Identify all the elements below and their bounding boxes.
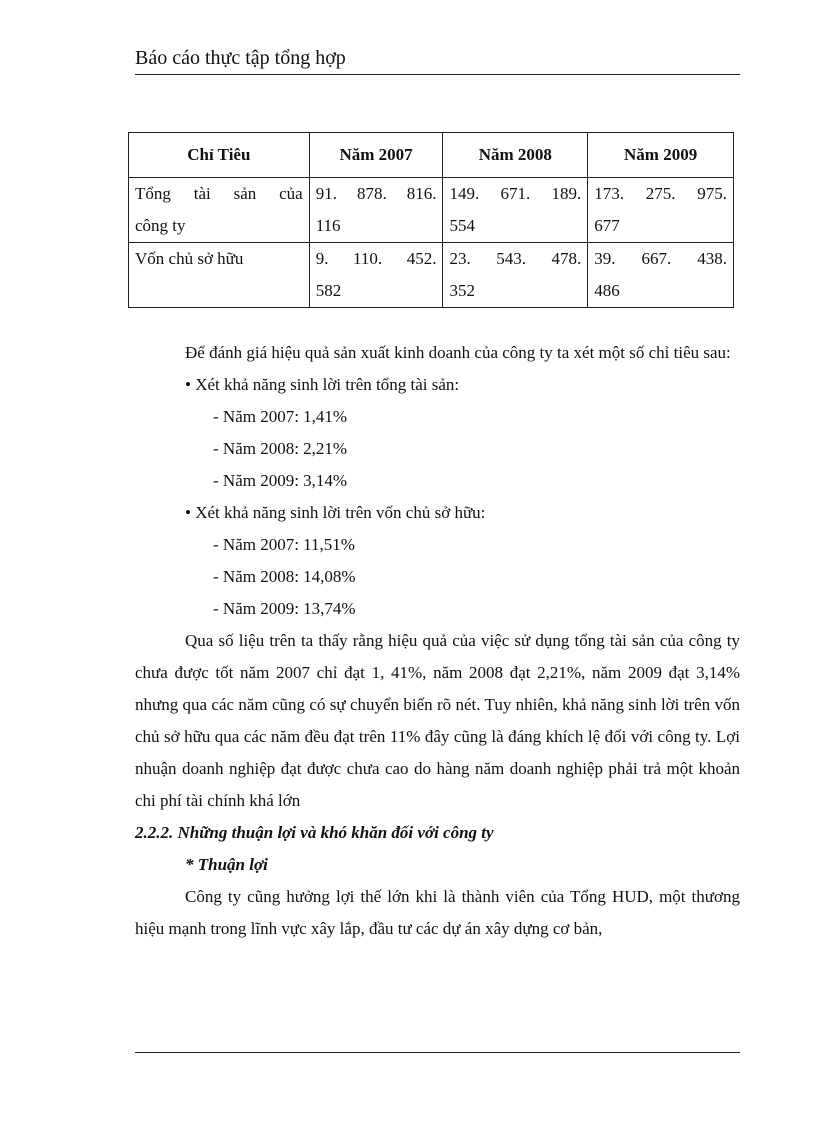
value-cell xyxy=(443,243,588,308)
list-item: - Năm 2007: 1,41% xyxy=(213,407,348,426)
cell-line: 352 xyxy=(449,281,475,300)
page-header: Báo cáo thực tập tổng hợp xyxy=(135,44,740,75)
table-header-row xyxy=(129,133,734,178)
intro-paragraph: Để đánh giá hiệu quả sản xuất kinh doanh của công ty ta xét một số chỉ tiêu sau: xyxy=(185,343,731,362)
header-cell: Năm 2008 xyxy=(443,133,588,178)
list-item: - Năm 2008: 2,21% xyxy=(213,439,348,458)
cell-line: 91. 878. 816. xyxy=(315,184,437,203)
header-cell: Năm 2009 xyxy=(588,133,734,178)
cell-line xyxy=(135,275,303,307)
analysis-paragraph: Qua số liệu trên ta thấy rằng hiệu quả của việc sử dụng tổng tài sản của công ty chưa được tốt năm 2007 chỉ đạt 1, 41%, năm 2008 đạt 2,21%, năm 2009 đạt 3,14% nhưng qua các năm cũng có sự chuyển biến rõ nét. Tuy nhiên, khả năng sinh lời trên vốn chủ sở hữu qua các năm đều đạt trên 11% đây cũng là đáng khích lệ đối với công ty. Lợi nhuận doanh nghiệp đạt được chưa cao do hàng năm doanh nghiệp phải trả một khoản chi phí tài chính khá lớn xyxy=(135,631,740,810)
cell-line: 554 xyxy=(449,216,475,235)
row-label-cell xyxy=(129,178,310,243)
list-item: - Năm 2007: 11,51% xyxy=(213,535,355,554)
section-heading: 2.2.2. Những thuận lợi và khó khăn đối với công ty xyxy=(135,823,494,842)
list-item: - Năm 2009: 3,14% xyxy=(213,471,348,490)
section-subheading: * Thuận lợi xyxy=(185,855,268,874)
value-cell xyxy=(588,243,734,308)
value-cell xyxy=(309,178,443,243)
header-cell: Năm 2007 xyxy=(309,133,443,178)
cell-line: 173. 275. 975. xyxy=(594,184,727,203)
list-item: - Năm 2009: 13,74% xyxy=(213,599,356,618)
list-item: - Năm 2008: 14,08% xyxy=(213,567,356,586)
value-cell xyxy=(443,178,588,243)
cell-line: 677 xyxy=(594,216,620,235)
cell-line: 486 xyxy=(594,281,620,300)
value-cell xyxy=(588,178,734,243)
body-text xyxy=(135,337,740,945)
cell-line: công ty xyxy=(135,216,186,235)
cell-line: 582 xyxy=(315,281,342,300)
footer-divider xyxy=(135,1052,740,1053)
indicator-table xyxy=(128,132,734,308)
table-row xyxy=(129,243,734,308)
cell-line: 9. 110. 452. xyxy=(315,249,437,268)
header-cell: Chỉ Tiêu xyxy=(129,133,310,178)
table-row xyxy=(129,178,734,243)
cell-line: 149. 671. 189. xyxy=(449,184,582,203)
roa-bullet: • Xét khả năng sinh lời trên tổng tài sản: xyxy=(185,375,460,394)
row-label-cell xyxy=(129,243,310,308)
cell-line: Tổng tài sản của xyxy=(135,184,303,203)
cell-line: 23. 543. 478. xyxy=(449,249,582,268)
roe-bullet: • Xét khả năng sinh lời trên vốn chủ sở hữu: xyxy=(185,503,486,522)
section-paragraph: Công ty cũng hưởng lợi thế lớn khi là thành viên của Tổng HUD, một thương hiệu mạnh trong lĩnh vực xây lắp, đầu tư các dự án xây dựng cơ bản, xyxy=(135,887,740,938)
value-cell xyxy=(309,243,443,308)
cell-line: 39. 667. 438. xyxy=(594,249,727,268)
cell-line: 116 xyxy=(315,216,341,235)
cell-line: Vốn chủ sở hữu xyxy=(135,249,244,268)
